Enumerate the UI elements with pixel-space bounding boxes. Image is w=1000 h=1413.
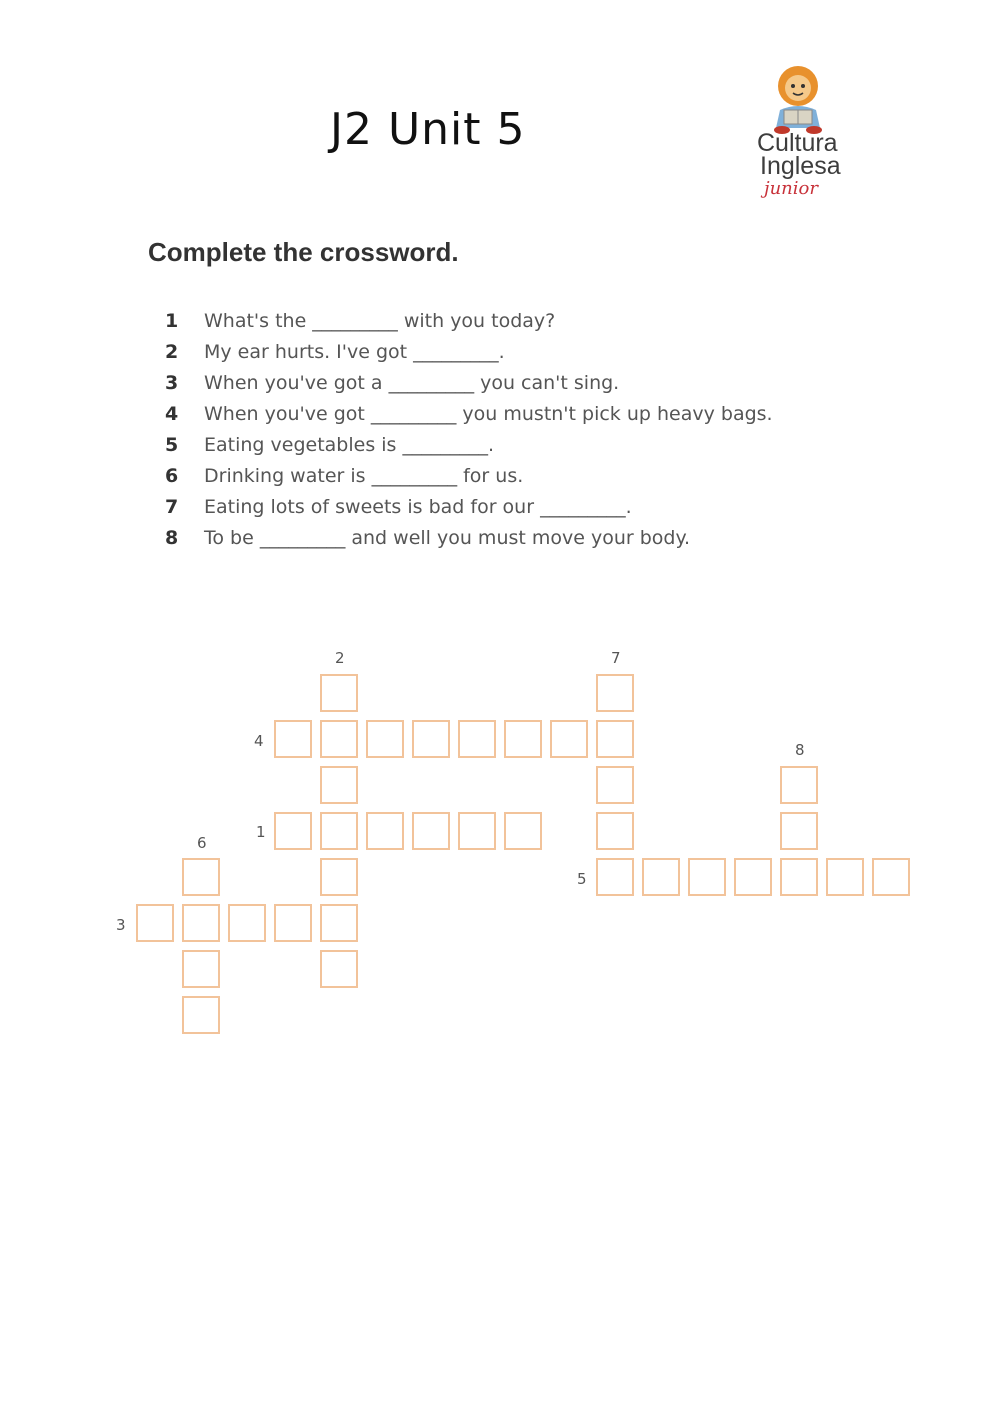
crossword-cell[interactable] [320, 904, 358, 942]
crossword-cell[interactable] [596, 720, 634, 758]
clue-text: Drinking water is _________ for us. [204, 465, 524, 487]
crossword-cell[interactable] [872, 858, 910, 896]
crossword-cell[interactable] [734, 858, 772, 896]
crossword-cell[interactable] [780, 858, 818, 896]
crossword-cell[interactable] [596, 766, 634, 804]
crossword-cell[interactable] [366, 812, 404, 850]
clue-number: 7 [165, 496, 179, 518]
crossword-cell[interactable] [642, 858, 680, 896]
crossword-cell[interactable] [412, 720, 450, 758]
crossword-cell[interactable] [780, 812, 818, 850]
clue-number: 3 [165, 372, 179, 394]
crossword-cell[interactable] [182, 858, 220, 896]
crossword-label-2: 2 [335, 649, 345, 667]
crossword-cell[interactable] [458, 720, 496, 758]
clue-text: When you've got _________ you mustn't pick up heavy bags. [204, 403, 773, 425]
clue-text: Eating vegetables is _________. [204, 434, 495, 456]
clue-text: What's the _________ with you today? [204, 310, 556, 332]
crossword-cell[interactable] [596, 674, 634, 712]
clue-number: 5 [165, 434, 179, 456]
clue-number: 8 [165, 527, 179, 549]
logo-brand-line2: Inglesa [760, 152, 841, 180]
crossword-label-5: 5 [577, 870, 587, 888]
logo-brand-line1: Cultura [757, 129, 838, 157]
crossword-cell[interactable] [136, 904, 174, 942]
clue-number: 1 [165, 310, 179, 332]
clue-number: 2 [165, 341, 179, 363]
crossword-cell[interactable] [182, 904, 220, 942]
crossword-label-8: 8 [795, 741, 805, 759]
crossword-cell[interactable] [458, 812, 496, 850]
clue-text: To be _________ and well you must move your body. [204, 527, 691, 549]
clue-text: My ear hurts. I've got _________. [204, 341, 505, 363]
crossword-cell[interactable] [780, 766, 818, 804]
crossword-cell[interactable] [596, 812, 634, 850]
crossword-cell[interactable] [596, 858, 634, 896]
crossword-cell[interactable] [274, 720, 312, 758]
crossword-cell[interactable] [320, 812, 358, 850]
crossword-cell[interactable] [320, 720, 358, 758]
crossword-cell[interactable] [274, 812, 312, 850]
crossword-label-7: 7 [611, 649, 621, 667]
crossword-cell[interactable] [688, 858, 726, 896]
crossword-cell[interactable] [412, 812, 450, 850]
crossword-cell[interactable] [228, 904, 266, 942]
crossword-cell[interactable] [826, 858, 864, 896]
crossword-label-3: 3 [116, 916, 126, 934]
crossword-label-4: 4 [254, 732, 264, 750]
clue-number: 6 [165, 465, 179, 487]
crossword-label-1: 1 [256, 823, 266, 841]
worksheet-title: J2 Unit 5 [330, 104, 526, 155]
crossword-cell[interactable] [182, 950, 220, 988]
crossword-cell[interactable] [320, 674, 358, 712]
clue-text: When you've got a _________ you can't sing. [204, 372, 620, 394]
crossword-cell[interactable] [274, 904, 312, 942]
instruction-text: Complete the crossword. [148, 237, 459, 267]
crossword-cell[interactable] [504, 720, 542, 758]
crossword-cell[interactable] [320, 858, 358, 896]
crossword-cell[interactable] [550, 720, 588, 758]
crossword-cell[interactable] [504, 812, 542, 850]
crossword-cell[interactable] [366, 720, 404, 758]
clue-text: Eating lots of sweets is bad for our _________. [204, 496, 632, 518]
crossword-cell[interactable] [320, 950, 358, 988]
crossword-cell[interactable] [320, 766, 358, 804]
crossword-cell[interactable] [182, 996, 220, 1034]
crossword-label-6: 6 [197, 834, 207, 852]
clue-number: 4 [165, 403, 179, 425]
logo-brand-script: junior [764, 178, 818, 199]
